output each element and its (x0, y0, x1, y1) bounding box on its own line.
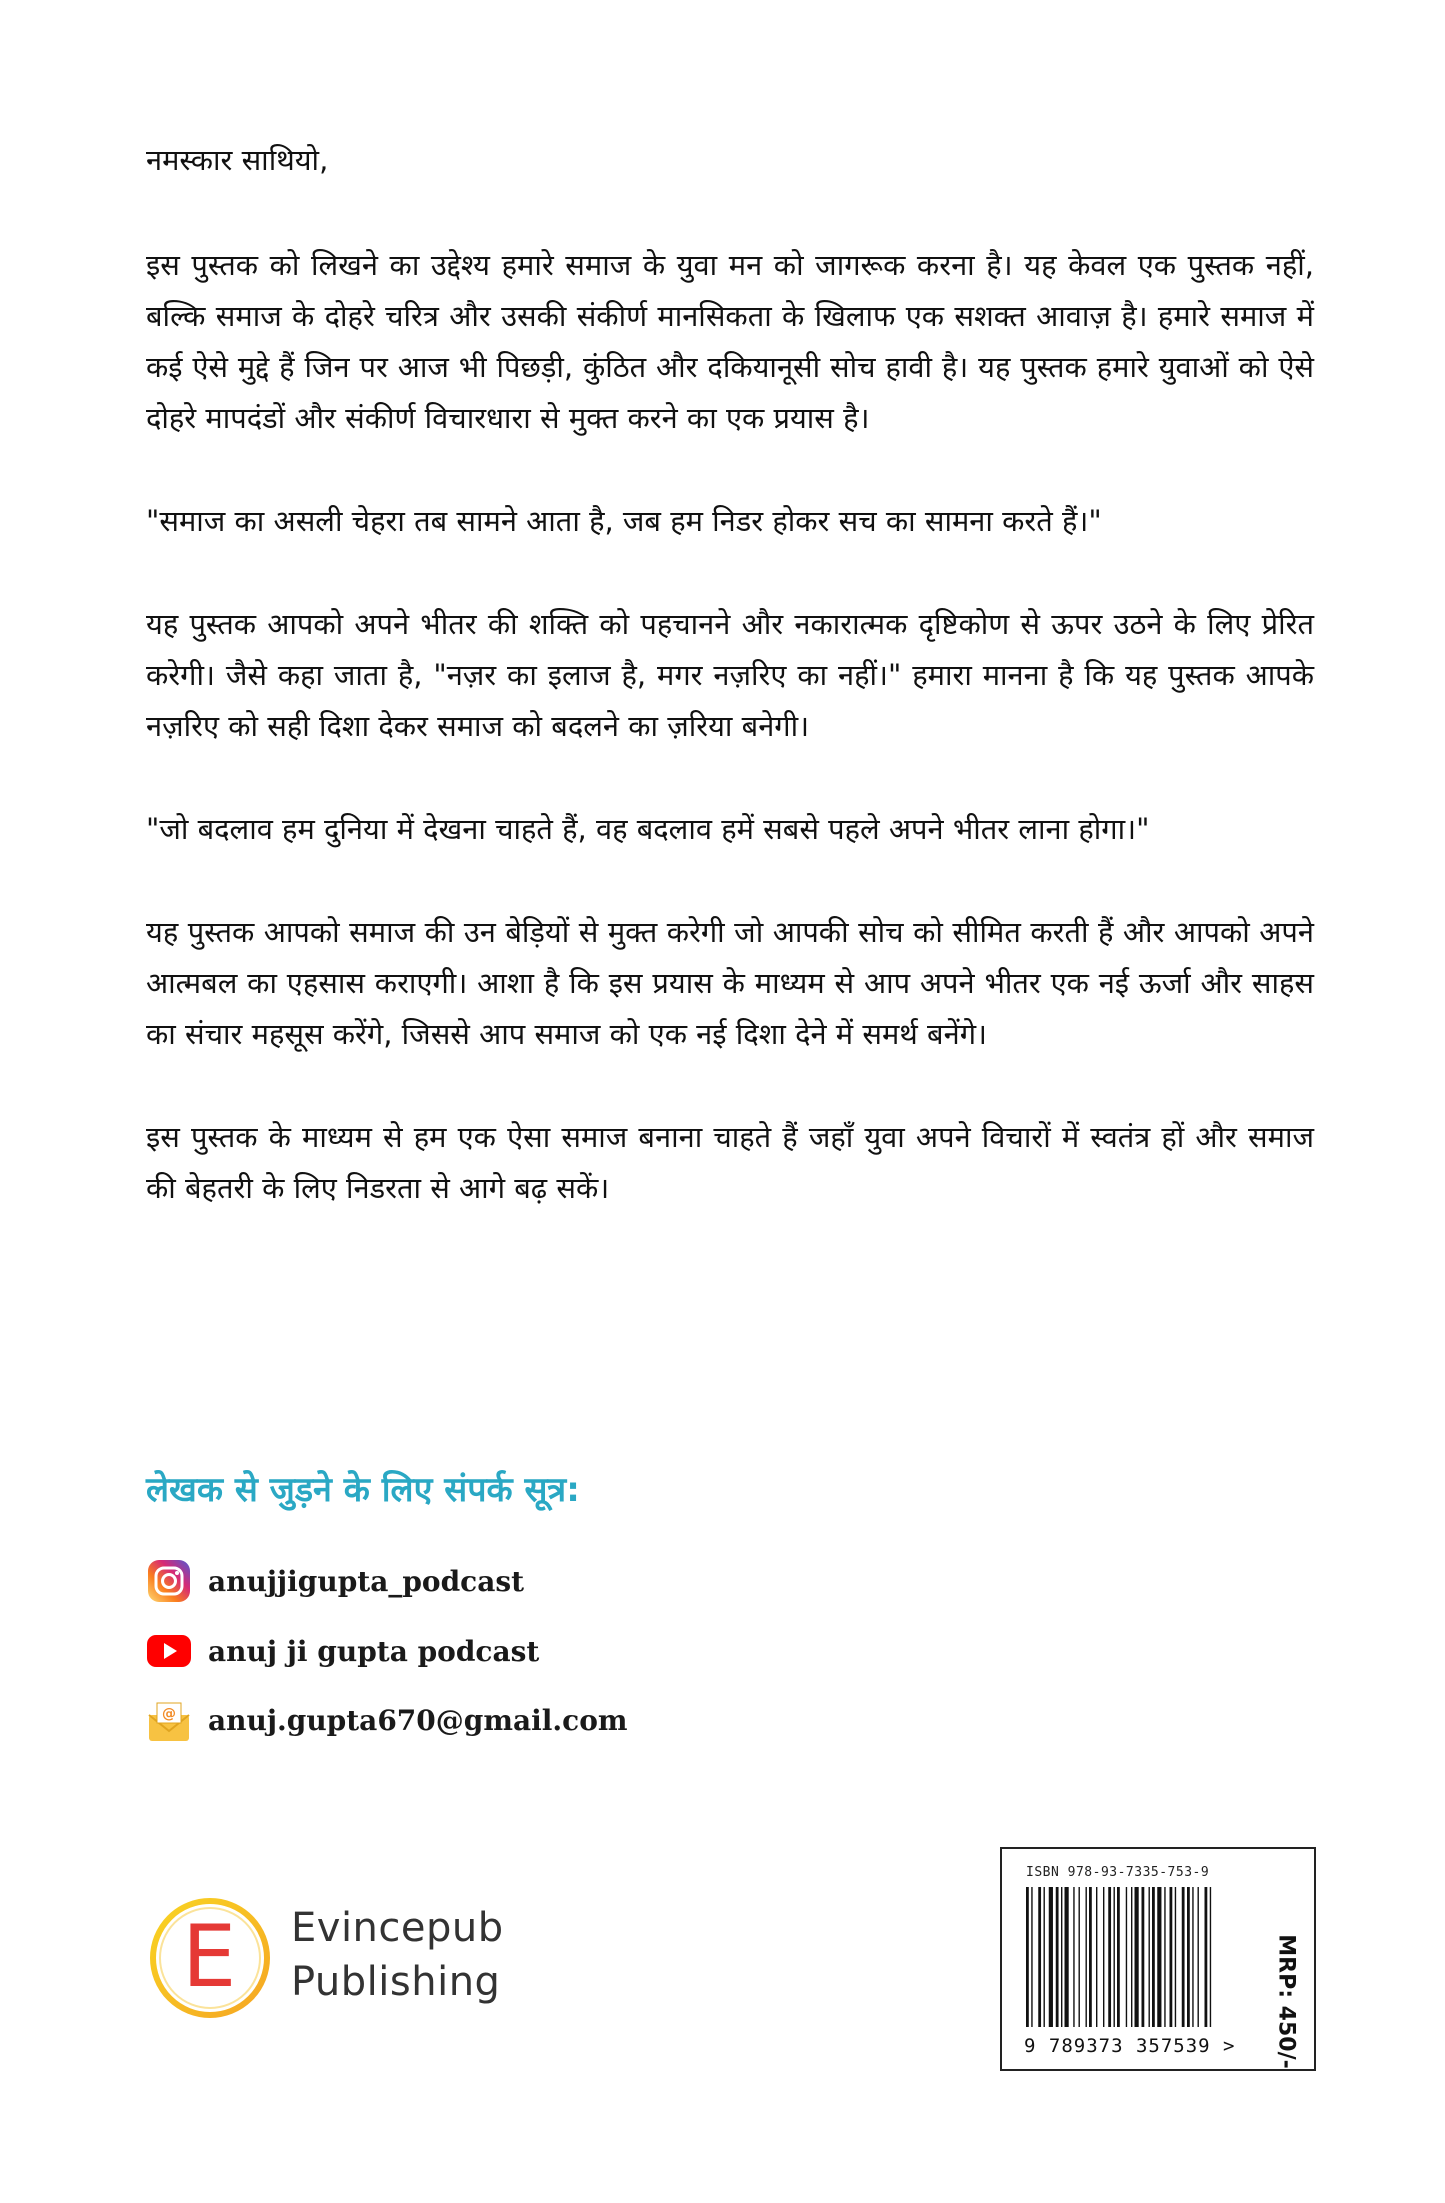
paragraph-inner-strength: यह पुस्तक आपको अपने भीतर की शक्ति को पहचानने और नकारात्मक दृष्टिकोण से ऊपर उठने के लिए प्रेरित करेगी। जैसे कहा जाता है, "नज़र का इलाज है, मगर नज़रिए का नहीं।" हमारा मानना है कि यह पुस्तक आपके नज़रिए को सही दिशा देकर समाज को बदलने का ज़रिया बनेगी। (146, 607, 1314, 743)
greeting: नमस्कार साथियो, (146, 143, 329, 177)
publisher-name-line1: Evincepub (291, 1905, 504, 1951)
paragraph-freedom: यह पुस्तक आपको समाज की उन बेड़ियों से मुक्त करेगी जो आपकी सोच को सीमित करती हैं और आपको अपने आत्मबल का एहसास कराएगी। आशा है कि इस प्रयास के माध्यम से आप अपने भीतर एक नई ऊर्जा और साहस का संचार महसूस करेंगे, जिससे आप समाज को एक नई दिशा देने में समर्थ बनेंगे। (146, 915, 1314, 1051)
publisher-logo (146, 1893, 526, 2023)
barcode-icon (1024, 1887, 1264, 2037)
paragraph-purpose: इस पुस्तक को लिखने का उद्देश्य हमारे समाज के युवा मन को जागरूक करना है। यह केवल एक पुस्तक नहीं, बल्कि समाज के दोहरे चरित्र और उसकी संकीर्ण मानसिकता के खिलाफ एक सशक्त आवाज़ है। हमारे समाज में कई ऐसे मुद्दे हैं जिन पर आज भी पिछड़ी, कुंठित और दकियानूसी सोच हावी है। यह पुस्तक हमारे युवाओं को ऐसे दोहरे मापदंडों और संकीर्ण विचारधारा से मुक्त करने का एक प्रयास है। (146, 248, 1314, 435)
publisher-name-line2: Publishing (291, 1959, 501, 2005)
svg-text:@: @ (162, 1706, 176, 1722)
youtube-channel: anuj ji gupta podcast (208, 1634, 540, 1668)
logo-letter: E (182, 1907, 237, 2007)
instagram-handle: anujjigupta_podcast (208, 1564, 525, 1598)
contact-youtube[interactable] (146, 1628, 539, 1674)
barcode-panel (1000, 1847, 1316, 2071)
email-address: anuj.gupta670@gmail.com (208, 1703, 628, 1737)
instagram-icon (146, 1558, 192, 1604)
email-icon (146, 1697, 192, 1743)
body-text (146, 135, 1314, 1214)
paragraph-goal: इस पुस्तक के माध्यम से हम एक ऐसा समाज बनाना चाहते हैं जहाँ युवा अपने विचारों में स्वतंत्र हों और समाज की बेहतरी के लिए निडरता से आगे बढ़ सकें। (146, 1120, 1314, 1205)
contact-heading: लेखक से जुड़ने के लिए संपर्क सूत्र: (146, 1470, 580, 1510)
quote-change: "जो बदलाव हम दुनिया में देखना चाहते हैं, वह बदलाव हमें सबसे पहले अपने भीतर लाना होगा।" (146, 812, 1150, 846)
isbn-number: 9 789373 357539 > (1024, 2035, 1236, 2057)
contact-instagram[interactable] (146, 1558, 524, 1604)
contact-email[interactable] (146, 1697, 628, 1743)
youtube-icon (146, 1628, 192, 1674)
isbn-label: ISBN 978-93-7335-753-9 (1026, 1865, 1210, 1880)
quote-society: "समाज का असली चेहरा तब सामने आता है, जब हम निडर होकर सच का सामना करते हैं।" (146, 504, 1102, 538)
mrp-label: MRP: 450/- (1273, 1934, 1299, 2069)
